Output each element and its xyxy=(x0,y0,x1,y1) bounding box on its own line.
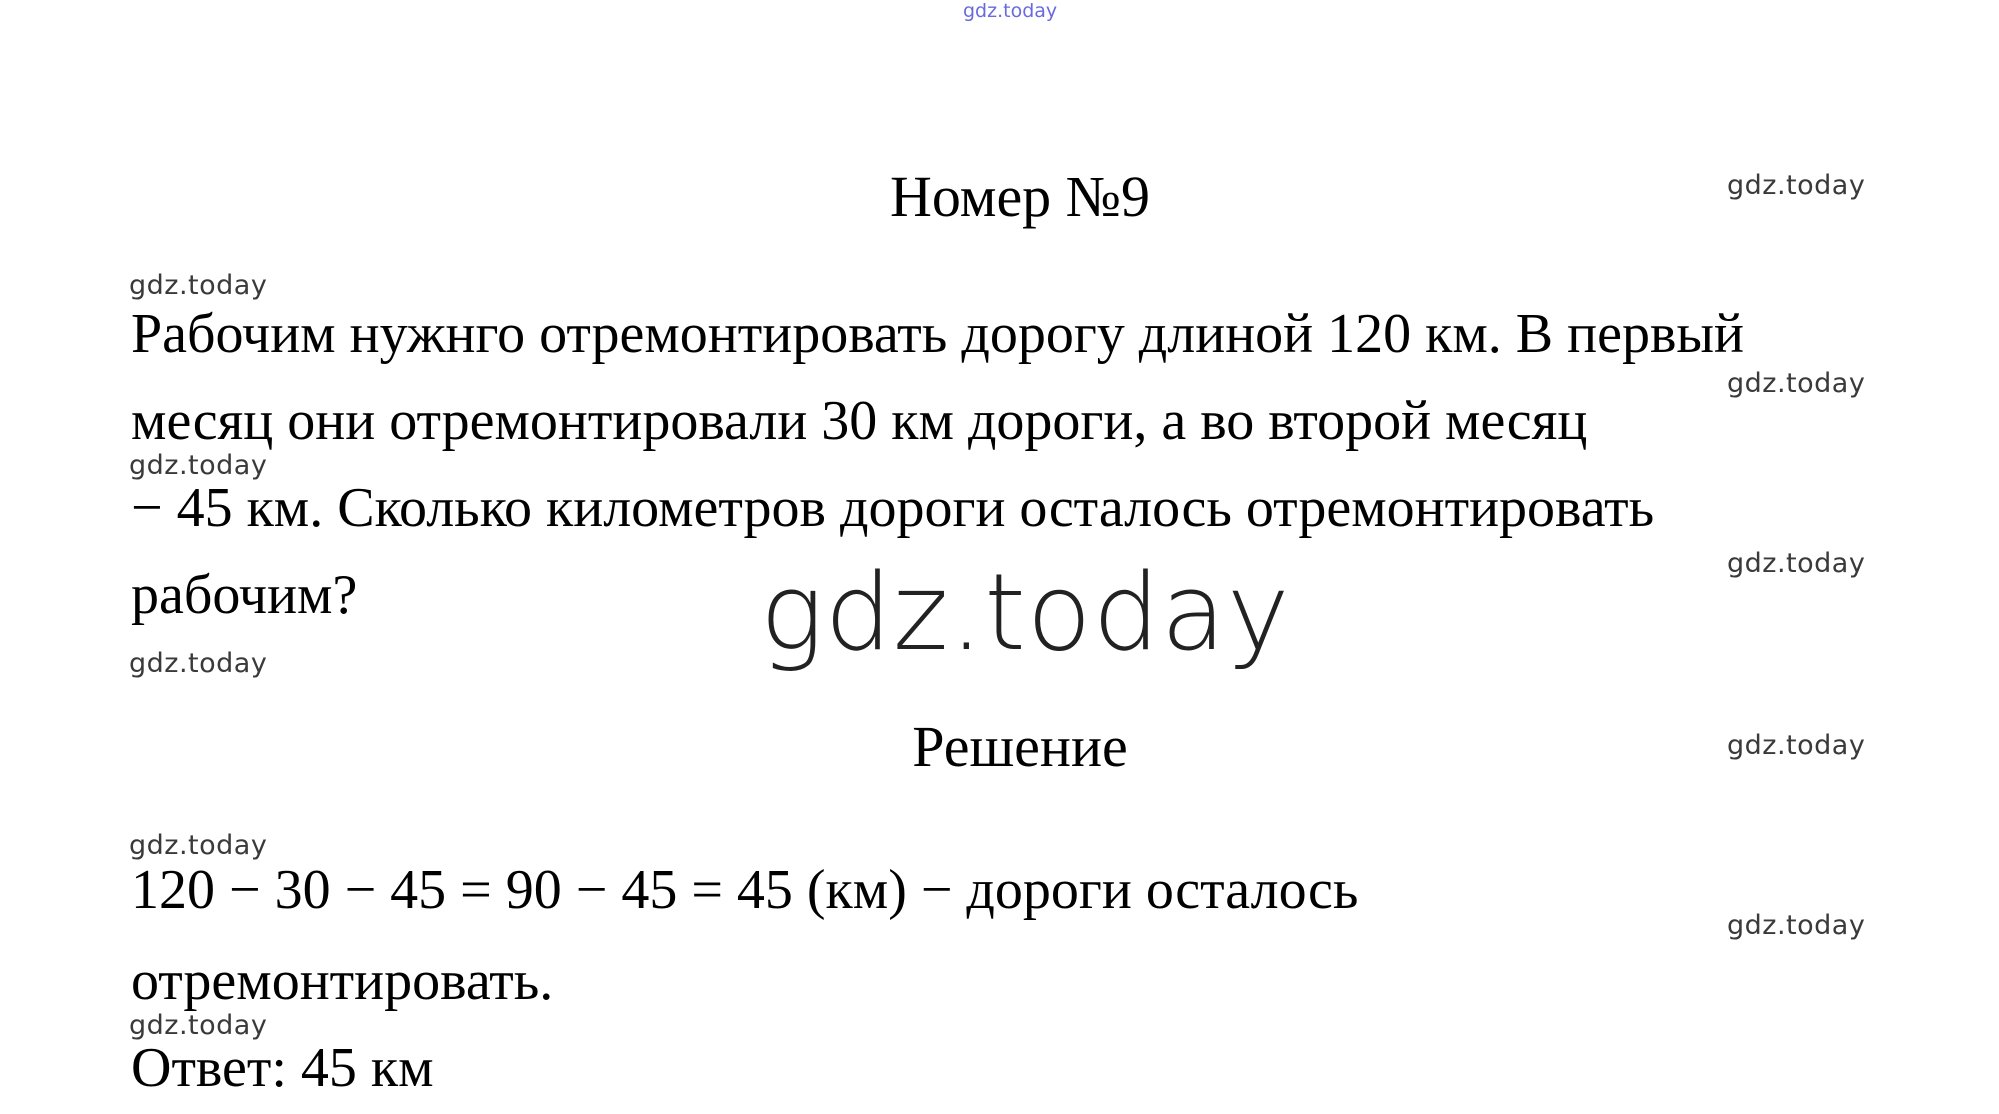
watermark-left-4: gdz.today xyxy=(129,830,268,861)
solution-line-1: 120 − 30 − 45 = 90 − 45 = 45 (км) − дороги осталось xyxy=(131,859,1359,921)
watermark-large: gdz.today xyxy=(760,551,1291,674)
problem-line-1: Рабочим нужнго отремонтировать дорогу длиной 120 км. В первый xyxy=(131,303,1744,365)
problem-line-2: месяц они отремонтировали 30 км дороги, а во второй месяц xyxy=(131,390,1588,452)
watermark-left-3: gdz.today xyxy=(129,648,268,679)
problem-line-3: − 45 км. Сколько километров дороги осталось отремонтировать xyxy=(131,477,1655,539)
solution-line-2: отремонтировать. xyxy=(131,950,554,1012)
watermark-left-1: gdz.today xyxy=(129,270,268,301)
watermark-right-4: gdz.today xyxy=(1727,730,1866,761)
solution-heading: Решение xyxy=(912,714,1128,779)
watermark-top: gdz.today xyxy=(963,0,1058,22)
watermark-right-1: gdz.today xyxy=(1727,170,1866,201)
watermark-right-2: gdz.today xyxy=(1727,368,1866,399)
watermark-right-5: gdz.today xyxy=(1727,910,1866,941)
page-title: Номер №9 xyxy=(889,164,1151,229)
watermark-left-5: gdz.today xyxy=(129,1010,268,1041)
answer-line: Ответ: 45 км xyxy=(131,1037,434,1099)
watermark-right-3: gdz.today xyxy=(1727,548,1866,579)
problem-line-4: рабочим? xyxy=(131,564,358,626)
watermark-left-2: gdz.today xyxy=(129,450,268,481)
